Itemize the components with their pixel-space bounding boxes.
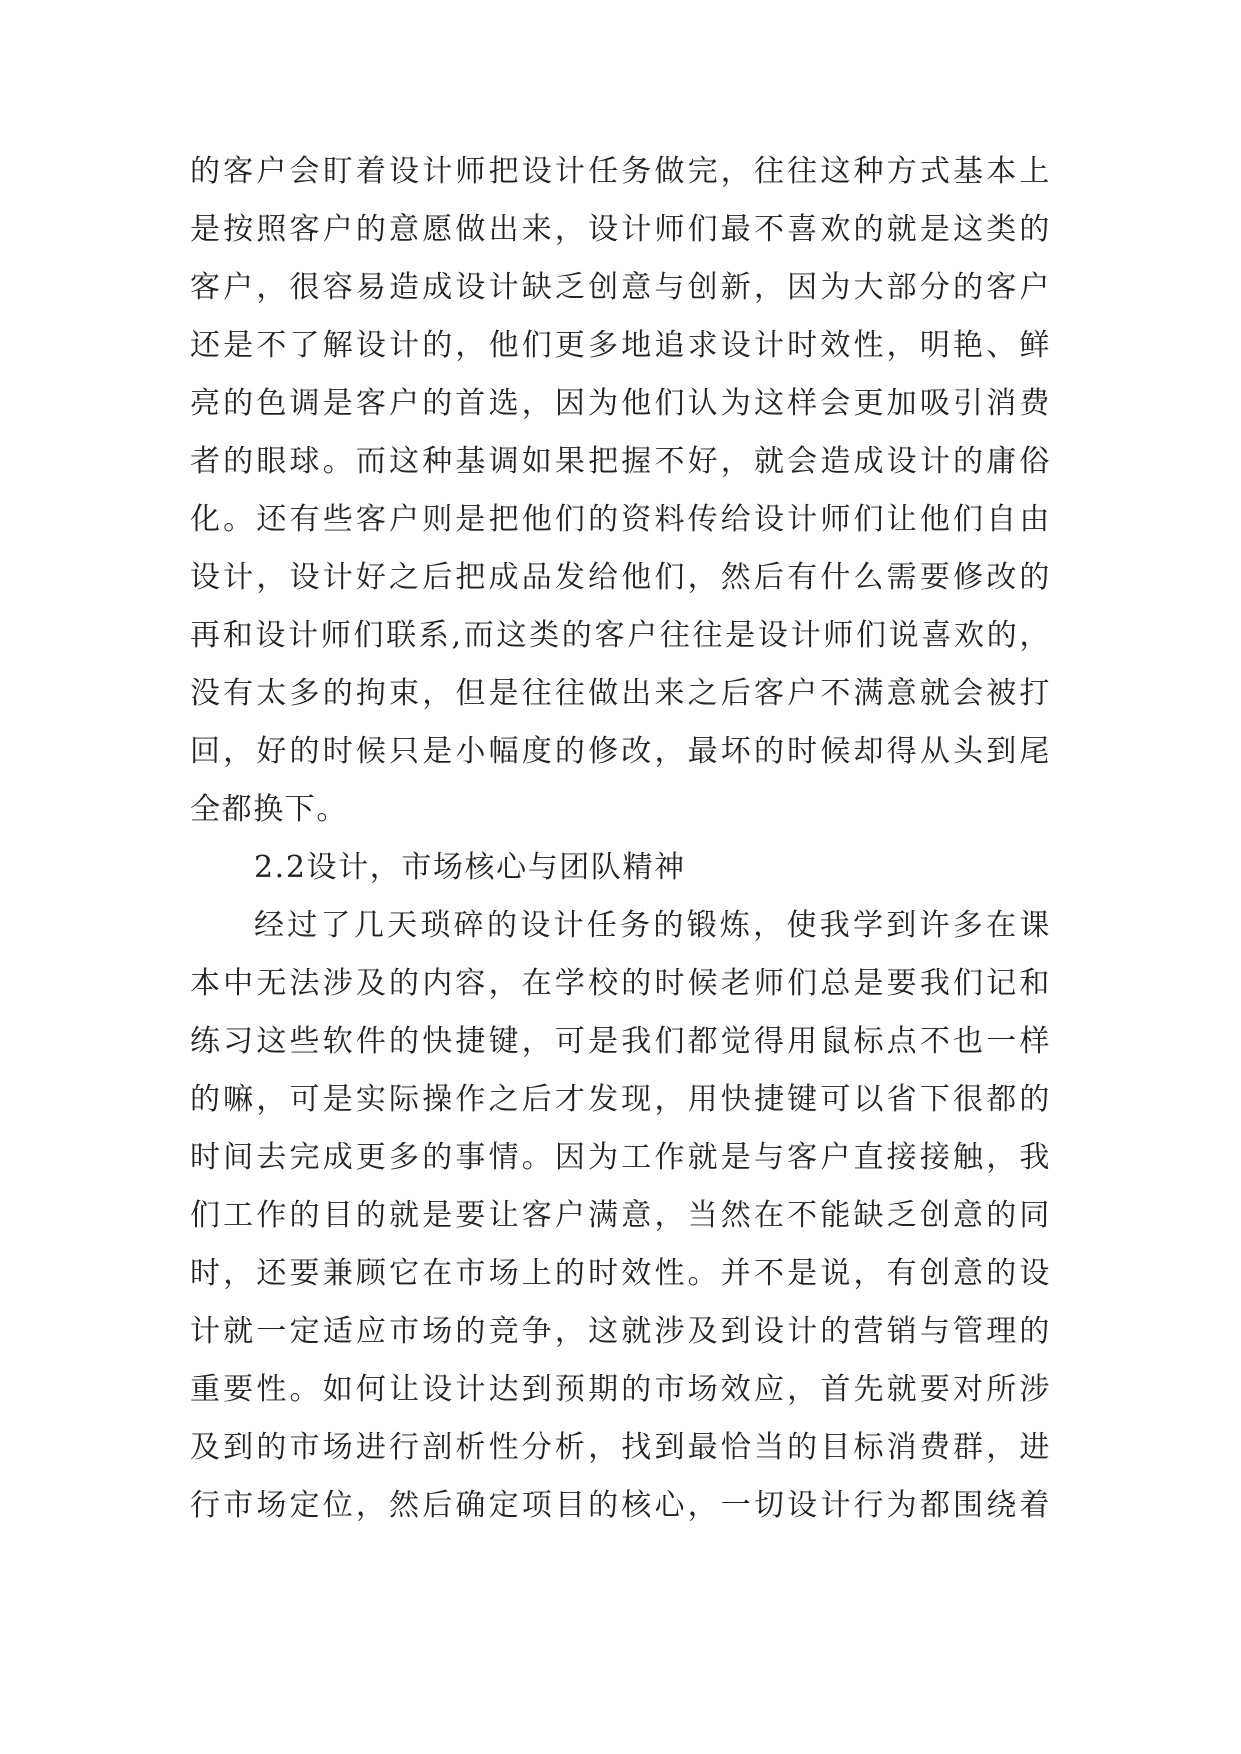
paragraph-line: 设计，设计好之后把成品发给他们，然后有什么需要修改的 [190, 560, 1051, 595]
paragraph-line: 是按照客户的意愿做出来，设计师们最不喜欢的就是这类的 [190, 212, 1051, 247]
paragraph-line: 及到的市场进行剖析性分析，找到最恰当的目标消费群，进 [190, 1430, 1051, 1465]
paragraph-line: 者的眼球。而这种基调如果把握不好，就会造成设计的庸俗 [190, 444, 1051, 479]
paragraph-line: 还是不了解设计的，他们更多地追求设计时效性，明艳、鲜 [190, 328, 1051, 363]
paragraph-line: 们工作的目的就是要让客户满意，当然在不能缺乏创意的同 [190, 1198, 1051, 1233]
paragraph-line: 客户，很容易造成设计缺乏创意与创新，因为大部分的客户 [190, 270, 1051, 305]
paragraph-line: 没有太多的拘束，但是往往做出来之后客户不满意就会被打 [190, 676, 1051, 711]
paragraph-line: 练习这些软件的快捷键，可是我们都觉得用鼠标点不也一样 [190, 1024, 1051, 1059]
paragraph-line: 全都换下。 [190, 792, 348, 827]
section-heading: 2.2设计，市场核心与团队精神 [254, 850, 686, 885]
paragraph-line: 回，好的时候只是小幅度的修改，最坏的时候却得从头到尾 [190, 734, 1051, 769]
paragraph-line: 计就一定适应市场的竞争，这就涉及到设计的营销与管理的 [190, 1314, 1051, 1349]
paragraph-line: 亮的色调是客户的首选，因为他们认为这样会更加吸引消费 [190, 386, 1051, 421]
paragraph-line: 的嘛，可是实际操作之后才发现，用快捷键可以省下很都的 [190, 1082, 1051, 1117]
paragraph-line: 行市场定位，然后确定项目的核心，一切设计行为都围绕着 [190, 1488, 1051, 1523]
paragraph-line: 时，还要兼顾它在市场上的时效性。并不是说，有创意的设 [190, 1256, 1051, 1291]
paragraph-line: 化。还有些客户则是把他们的资料传给设计师们让他们自由 [190, 502, 1051, 537]
paragraph-line: 本中无法涉及的内容，在学校的时候老师们总是要我们记和 [190, 966, 1051, 1001]
paragraph-line: 的客户会盯着设计师把设计任务做完，往往这种方式基本上 [190, 154, 1051, 189]
paragraph-line: 重要性。如何让设计达到预期的市场效应，首先就要对所涉 [190, 1372, 1051, 1407]
paragraph-line: 再和设计师们联系,而这类的客户往往是设计师们说喜欢的， [190, 618, 1051, 653]
paragraph-line: 经过了几天琐碎的设计任务的锻炼，使我学到许多在课 [254, 908, 1051, 943]
paragraph-line: 时间去完成更多的事情。因为工作就是与客户直接接触，我 [190, 1140, 1051, 1175]
